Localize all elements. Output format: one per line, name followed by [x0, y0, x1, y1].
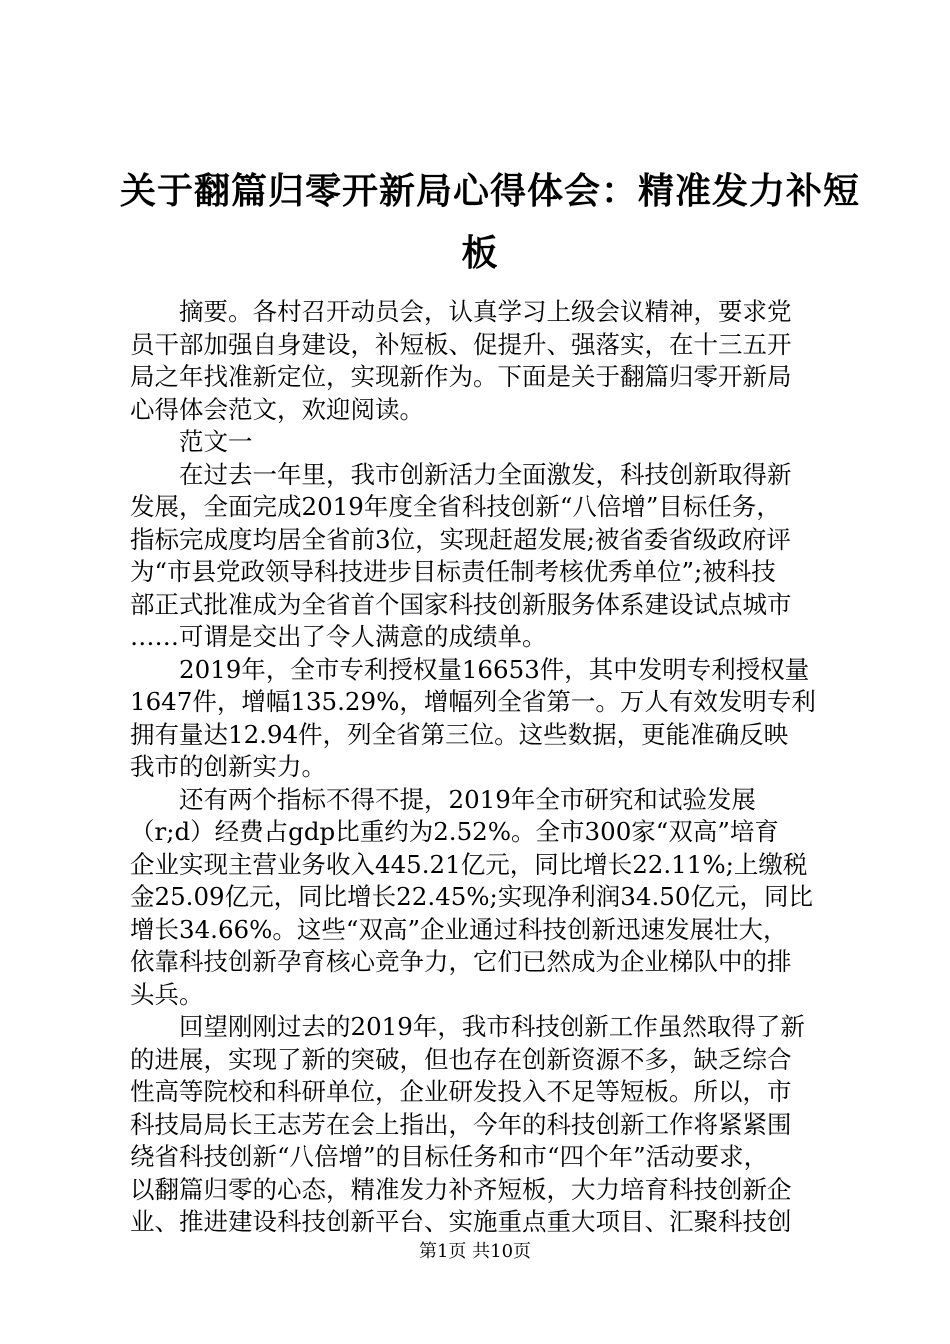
- paragraph: [130, 1011, 830, 1239]
- title-line: 板: [461, 232, 499, 274]
- text-line: 我市的创新实力。: [130, 752, 326, 781]
- text-line: 依靠科技创新孕育核心竞争力，它们已然成为企业梯队中的排: [130, 947, 792, 976]
- text-line: 增长34.66%。这些“双高”企业通过科技创新迅速发展壮大，: [130, 914, 788, 944]
- text-line: 在过去一年里，我市创新活力全面激发，科技创新取得新: [130, 459, 792, 489]
- text-line: 以翻篇归零的心态，精准发力补齐短板，大力培育科技创新企: [130, 1174, 792, 1204]
- text-line: 企业实现主营业务收入445.21亿元，同比增长22.11%;上缴税: [130, 849, 808, 879]
- text-line: 部正式批准成为全省首个国家科技创新服务体系建设试点城市: [130, 589, 792, 619]
- text-line: 的进展，实现了新的突破，但也存在创新资源不多，缺乏综合: [130, 1044, 792, 1074]
- text-line: 指标完成度均居全省前3位，实现赶超发展;被省委省级政府评: [130, 524, 791, 554]
- paragraph-abstract: [130, 296, 830, 426]
- document-title: [120, 160, 861, 284]
- text-line: 为“市县党政领导科技进步目标责任制考核优秀单位”;被科技: [130, 557, 776, 586]
- section-heading: [130, 426, 830, 459]
- paragraph: [130, 459, 830, 654]
- text-line: （r;d）经费占gdp比重约为2.52%。全市300家“双高”培育: [130, 817, 779, 846]
- text-line: 业、推进建设科技创新平台、实施重点重大项目、汇聚科技创: [130, 1207, 792, 1236]
- document-body: [130, 296, 830, 1239]
- title-line: 关于翻篇归零开新局心得体会：精准发力补短: [120, 170, 861, 212]
- text-line: 绕省科技创新“八倍增”的目标任务和市“四个年”活动要求，: [130, 1142, 769, 1171]
- text-line: 回望刚刚过去的2019年，我市科技创新工作虽然取得了新: [130, 1012, 805, 1041]
- text-line: 范文一: [130, 427, 253, 456]
- page-footer: 第1页 共10页: [418, 1241, 532, 1262]
- paragraph: [130, 784, 830, 1012]
- text-line: 性高等院校和科研单位，企业研发投入不足等短板。所以，市: [130, 1077, 792, 1106]
- paragraph: [130, 654, 830, 784]
- text-line: 局之年找准新定位，实现新作为。下面是关于翻篇归零开新局: [130, 362, 792, 391]
- text-line: 还有两个指标不得不提，2019年全市研究和试验发展: [130, 784, 756, 814]
- text-line: ……可谓是交出了令人满意的成绩单。: [130, 622, 547, 651]
- text-line: 员干部加强自身建设，补短板、促提升、强落实，在十三五开: [130, 329, 792, 359]
- text-line: 1647件，增幅135.29%，增幅列全省第一。万人有效发明专利: [130, 687, 816, 716]
- text-line: 头兵。: [130, 979, 204, 1009]
- text-line: 摘要。各村召开动员会，认真学习上级会议精神，要求党: [130, 297, 792, 326]
- text-line: 科技局局长王志芳在会上指出，今年的科技创新工作将紧紧围: [130, 1109, 792, 1139]
- text-line: 发展，全面完成2019年度全省科技创新“八倍增”目标任务，: [130, 492, 781, 521]
- text-line: 拥有量达12.94件，列全省第三位。这些数据，更能准确反映: [130, 719, 789, 749]
- text-line: 心得体会范文，欢迎阅读。: [130, 394, 424, 424]
- text-line: 金25.09亿元，同比增长22.45%;实现净利润34.50亿元，同比: [130, 882, 813, 911]
- text-line: 2019年，全市专利授权量16653件，其中发明专利授权量: [130, 654, 810, 684]
